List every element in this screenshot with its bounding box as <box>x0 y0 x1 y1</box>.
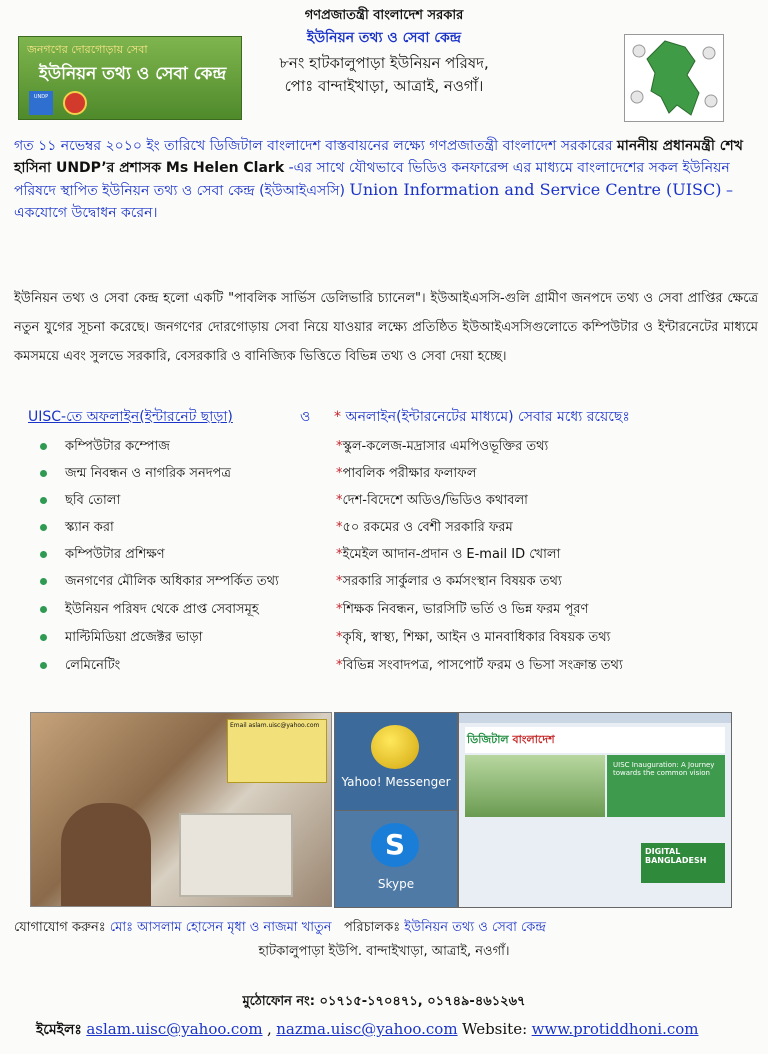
online-item: *স্কুল-কলেজ-মদ্রাসার এমপিওভূক্তির তথ্য <box>336 439 549 454</box>
director-label: পরিচালকঃ <box>343 920 401 935</box>
offline-item: ইউনিয়ন পরিষদ থেকে প্রাপ্ত সেবাসমূহ <box>40 600 259 621</box>
intro-part-3: – একযোগে উদ্বোধন করেন। <box>14 183 733 221</box>
online-item: *বিভিন্ন সংবাদপত্র, পাসপোর্ট ফরম ও ভিসা সংক্রান্ত তথ্য <box>336 658 623 673</box>
offline-item: স্ক্যান করা <box>40 518 114 539</box>
contact-address: হাটকালুপাড়া ইউপি. বান্দাইখাড়া, আত্রাই, নওগাঁ। <box>258 944 510 959</box>
bullet-icon <box>40 634 47 641</box>
offline-item: কম্পিউটার প্রশিক্ষণ <box>40 545 165 566</box>
online-services-heading <box>334 405 630 429</box>
contact-names: মোঃ আসলাম হোসেন মৃধা ও নাজমা খাতুন <box>109 920 332 935</box>
yahoo-messenger-screenshot <box>334 712 458 812</box>
site-banner-image <box>465 755 605 817</box>
online-item: *সরকারি সার্কুলার ও কর্মসংস্থান বিষয়ক তথ্য <box>336 574 562 589</box>
description-paragraph: ইউনিয়ন তথ্য ও সেবা কেন্দ্র হলো একটি "পাবলিক সার্ভিস ডেলিভারি চ্যানেল"। ইউআইএসসি-গুলি গ্রামীণ জনপদে তথ্য ও সেবা প্রাপ্তির ক্ষেত্রে নতুন যুগের সূচনা করেছে। জনগণের দোরগোড়ায় সেবা নিয়ে যাওয়ার লক্ষ্যে প্রতিষ্ঠিত ইউআইএসসিগুলোতে কম্পিউটার ও ইন্টারনেটের মাধ্যমে কমসময়ে এবং সুলভে সরকারি, বেসরকারি ও বানিজ্যিক ভিত্তিতে বিভিন্ন তথ্য ও সেবা দেয়া হচ্ছে। <box>14 291 758 364</box>
computer-monitor <box>179 813 293 897</box>
online-item: *ইমেইল আদান-প্রদান ও E-mail ID খোলা <box>336 547 561 562</box>
bullet-icon <box>40 578 47 585</box>
uisc-sign-board <box>227 719 327 783</box>
email-link-1[interactable]: aslam.uisc@yahoo.com <box>86 1020 263 1038</box>
uisc-banner <box>18 36 242 120</box>
offline-item: কম্পিউটার কম্পোজ <box>40 437 170 458</box>
online-item: *পাবলিক পরীক্ষার ফলাফল <box>336 466 477 481</box>
operator-figure <box>61 803 151 906</box>
site-logo: ডিজিটাল বাংলাদেশ <box>467 733 555 746</box>
website-link[interactable]: www.protiddhoni.com <box>531 1020 699 1038</box>
offline-item: লেমিনেটিং <box>40 656 120 677</box>
banner-tagline: জনগণের দোরগোড়ায় সেবা <box>27 43 148 56</box>
site-inauguration-text: UISC Inauguration: A Journey towards the common vision <box>607 755 725 817</box>
browser-toolbar <box>459 713 731 723</box>
bullet-icon <box>40 662 47 669</box>
yahoo-messenger-label: Yahoo! Messenger <box>341 775 451 789</box>
bullet-icon <box>40 551 47 558</box>
phone-numbers: মুঠোফোন নং: ০১৭১৫-১৭০৪৭১, ০১৭৪৯-৪৬১২৬৭ <box>242 994 526 1009</box>
director-name: ইউনিয়ন তথ্য ও সেবা কেন্দ্র <box>404 920 546 935</box>
intro-pm-name: মাননীয় প্রধানমন্ত্রী শেখ হাসিনা UNDP’র প্রশাসক Ms Helen Clark <box>14 138 743 176</box>
bangladesh-map-icon <box>625 35 723 121</box>
intro-part-2: -এর সাথে যৌথভাবে ভিডিও কনফারেন্স এর মাধ্যমে বাংলাদেশের সকল ইউনিয়ন পরিষদে স্থাপিত ইউনিয়ন তথ্য ও সেবা কেন্দ্র (ইউআইএসসি) <box>14 160 730 199</box>
and-word: ও <box>300 409 311 425</box>
banner-title: ইউনিয়ন তথ্য ও সেবা কেন্দ্র <box>39 64 227 84</box>
intro-part-1: গত ১১ নভেম্বর ২০১০ ইং তারিখে ডিজিটাল বাংলাদেশ বাস্তবায়নের লক্ষ্যে গণপ্রজাতন্ত্রী বাংলাদেশ সরকারের <box>14 138 617 154</box>
address-line-2: পোঃ বান্দাইখাড়া, আত্রাই, নওগাঁ। <box>284 77 484 95</box>
undp-logo-icon: UNDP <box>29 91 53 115</box>
online-item: *দেশ-বিদেশে অডিও/ভিডিও কথাবলা <box>336 493 528 508</box>
online-item: *শিক্ষক নিবন্ধন, ভারসিটি ভর্তি ও ভিন্ন ফরম পূরণ <box>336 602 589 617</box>
star-icon: * <box>334 409 341 425</box>
website-screenshot <box>458 712 732 908</box>
uisc-center-photo <box>30 712 332 907</box>
bullet-icon <box>40 443 47 450</box>
online-item: *৫০ রকমের ও বেশী সরকারি ফরম <box>336 520 513 535</box>
contact-label: যোগাযোগ করুনঃ <box>14 920 106 935</box>
bullet-icon <box>40 524 47 531</box>
address-line-1: ৮নং হাটকালুপাড়া ইউনিয়ন পরিষদ, <box>279 54 489 72</box>
offline-services-heading: UISC-তে অফলাইন(ইন্টারনেট ছাড়া) <box>28 409 233 425</box>
email-link-2[interactable]: nazma.uisc@yahoo.com <box>276 1020 458 1038</box>
intro-english-name: Union Information and Service Centre (UISC) <box>349 180 722 199</box>
bullet-icon <box>40 497 47 504</box>
website-label: Website: <box>462 1020 528 1038</box>
bullet-icon <box>40 470 47 477</box>
bullet-icon <box>40 606 47 613</box>
offline-item: জনগণের মৌলিক অধিকার সম্পর্কিত তথ্য <box>40 572 279 593</box>
government-emblem-icon <box>63 91 87 115</box>
government-title: গণপ্রজাতন্ত্রী বাংলাদেশ সরকার <box>304 8 464 23</box>
yahoo-messenger-icon <box>371 725 419 769</box>
online-item: *কৃষি, স্বাস্থ্য, শিক্ষা, আইন ও মানবাধিকার বিষয়ক তথ্য <box>336 630 611 645</box>
offline-item: জন্ম নিবন্ধন ও নাগরিক সনদপত্র <box>40 464 231 485</box>
sign-email: Email aslam.uisc@yahoo.com <box>230 722 320 729</box>
contact-line <box>14 918 546 939</box>
bangladesh-map-image <box>624 34 724 122</box>
skype-screenshot <box>334 810 458 908</box>
digital-bangladesh-badge: DIGITAL BANGLADESH <box>641 843 725 883</box>
email-website-line: ইমেইলঃ aslam.uisc@yahoo.com , nazma.uisc@yahoo.com Website: www.protiddhoni.com <box>36 1020 699 1038</box>
skype-label: Skype <box>377 877 415 891</box>
email-label: ইমেইলঃ <box>36 1022 82 1038</box>
skype-icon: S <box>371 823 419 867</box>
online-heading-text: অনলাইন(ইন্টারনেটের মাধ্যমে) সেবার মধ্যে রয়েছেঃ <box>345 409 630 425</box>
offline-item: ছবি তোলা <box>40 491 120 512</box>
intro-paragraph <box>14 135 756 224</box>
center-title: ইউনিয়ন তথ্য ও সেবা কেন্দ্র <box>306 30 462 46</box>
offline-item: মাল্টিমিডিয়া প্রজেক্টর ভাড়া <box>40 628 202 649</box>
